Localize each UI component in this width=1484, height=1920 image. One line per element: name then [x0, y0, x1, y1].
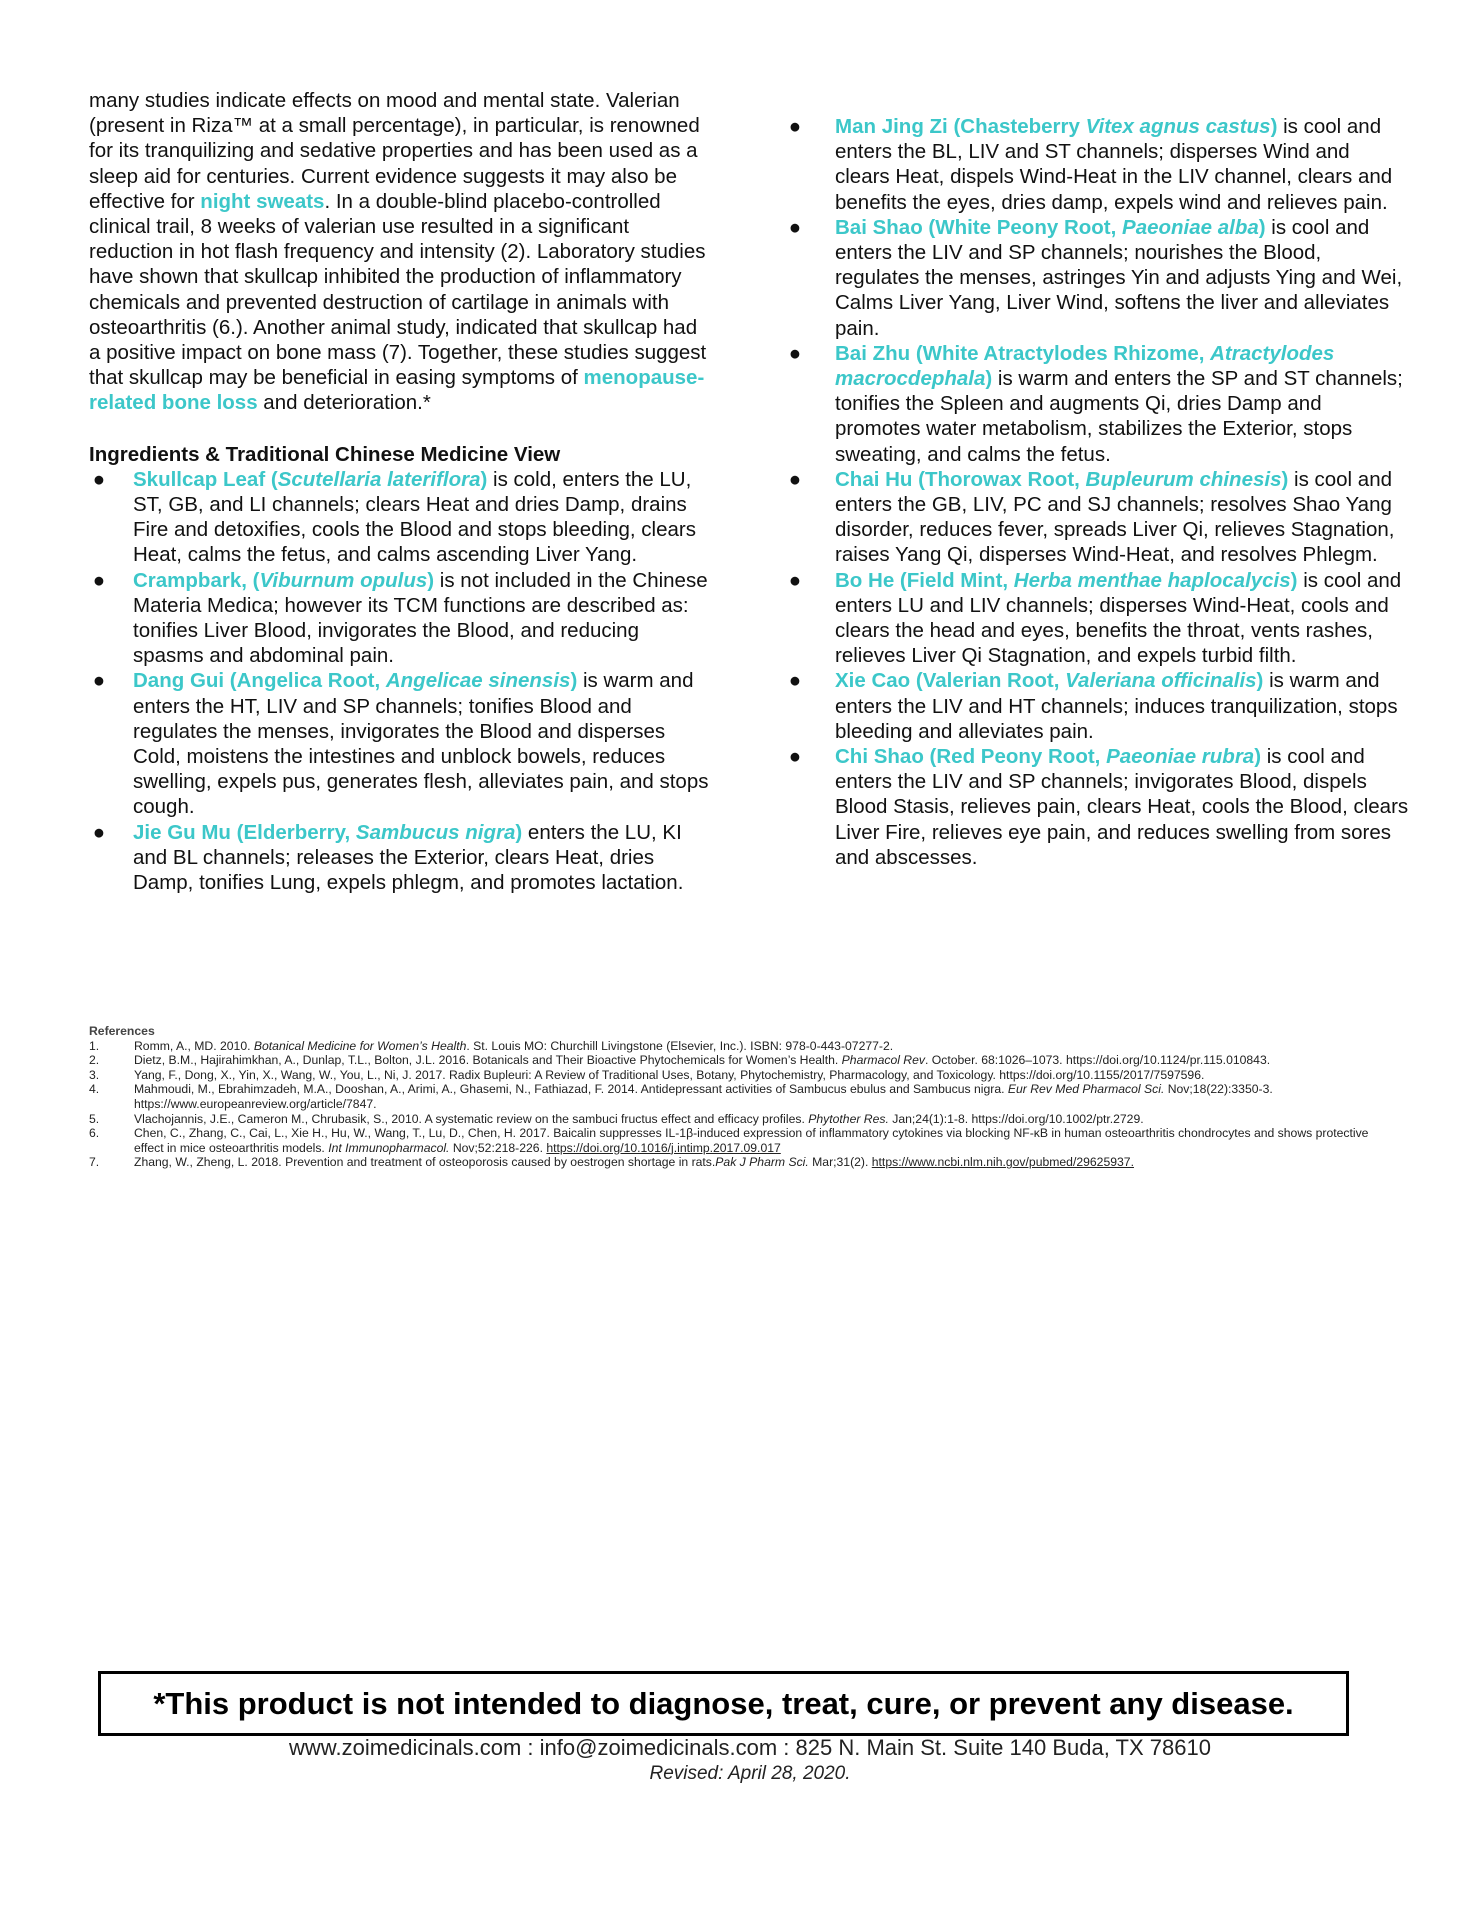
footer-contact: www.zoimedicinals.com : info@zoimedicinals.com : 825 N. Main St. Suite 140 Buda, TX 78610 [289, 1735, 1211, 1760]
ingredient-description: is cool and enters the LIV and SP channels; invigorates Blood, dispels Blood Stasis, relieves pain, clears Heat, cools the Blood, clears Liver Fire, relieves eye pain, and reduces swelling from sores and abscesses. [835, 745, 1409, 869]
reference-item: 4. Mahmoudi, M., Ebrahimzadeh, M.A., Dooshan, A., Arimi, A., Ghasemi, N., Fathiazad, F. 2014. Antidepressant activities of Sambucus ebulus and Sambucus nigra. Eur Rev Med Pharmacol Sci. Nov;18(22):3350-3. https://www.europeanreview.org/article/7847. [89, 1082, 1273, 1111]
left-column [89, 88, 709, 895]
bullet-icon: ● [788, 215, 802, 239]
bullet-icon: ● [92, 467, 106, 491]
reference-item: 5. Vlachojannis, J.E., Cameron M., Chrubasik, S., 2010. A systematic review on the sambuci fructus effect and efficacy profiles. Phytother Res. Jan;24(1):1-8. https://doi.org/10.1002/ptr.2729. [89, 1111, 1144, 1126]
ingredient-name[interactable]: Xie Cao (Valerian Root, Valeriana officinalis) [835, 669, 1264, 693]
bullet-icon: ● [92, 820, 106, 844]
reference-item: 7. Zhang, W., Zheng, L. 2018. Prevention and treatment of osteoporosis caused by oestrogen shortage in rats.Pak J Pharm Sci. Mar;31(2). https://www.ncbi.nlm.nih.gov/pubmed/29625937. [89, 1155, 1134, 1170]
reference-number: 1. [89, 1038, 100, 1053]
bullet-icon: ● [92, 568, 106, 592]
right-column [785, 114, 1410, 870]
ingredient-description: is cold, enters the LU, ST, GB, and LI channels; clears Heat and dries Damp, drains Fire and detoxifies, cools the Blood and stops bleeding, clears Heat, calms the fetus, and calms ascending Liver Yang. [133, 467, 696, 567]
ingredient-name[interactable]: Jie Gu Mu (Elderberry, Sambucus nigra) [133, 820, 523, 844]
latin-name: Bupleurum chinesis [1085, 467, 1282, 491]
journal-name: Eur Rev Med Pharmacol Sci. [1007, 1082, 1165, 1097]
section-heading: Ingredients & Traditional Chinese Medicine View [89, 442, 561, 466]
ingredient-description: is warm and enters the SP and ST channels; tonifies the Spleen and augments Qi, dries Damp and promotes water metabolism, stabilizes the Exterior, stops sweating, and calms the fetus. [835, 367, 1403, 466]
bullet-icon: ● [788, 568, 802, 592]
ingredient-item [89, 820, 709, 896]
bullet-icon: ● [92, 669, 106, 693]
ingredient-item [89, 467, 709, 568]
bullet-icon: ● [788, 341, 802, 365]
ingredient-name[interactable]: Bai Zhu (White Atractylodes Rhizome, Atractylodes macrocdephala) [835, 341, 1335, 391]
ingredient-description: is cool and enters the BL, LIV and ST channels; disperses Wind and clears Heat, dispels Wind-Heat in the LIV channel, clears and benefits the eyes, dries damp, expels wind and relieves pain. [835, 115, 1393, 214]
ingredient-name[interactable]: Chi Shao (Red Peony Root, Paeoniae rubra) [835, 745, 1262, 769]
ingredient-name[interactable]: Bo He (Field Mint, Herba menthae haplocalycis) [835, 568, 1298, 592]
ingredient-item [785, 467, 1410, 568]
disclaimer-box [98, 1671, 1349, 1736]
references-list [89, 1039, 1399, 1170]
ingredient-name[interactable]: Skullcap Leaf (Scutellaria lateriflora) [133, 467, 488, 491]
bullet-icon: ● [788, 745, 802, 769]
ingredient-name[interactable]: Man Jing Zi (Chasteberry Vitex agnus castus) [835, 115, 1278, 138]
latin-name: Paeoniae rubra [1106, 745, 1255, 769]
bullet-icon: ● [788, 467, 802, 491]
reference-item: 2. Dietz, B.M., Hajirahimkhan, A., Dunlap, T.L., Bolton, J.L. 2016. Botanicals and Their Bioactive Phytochemicals for Women’s Health. Pharmacol Rev. October. 68:1026–1073. https://doi.org/10.1124/pr.115.010843. [89, 1053, 1271, 1068]
ingredient-name[interactable]: Chai Hu (Thorowax Root, Bupleurum chinesis) [835, 467, 1289, 491]
bone-loss-link[interactable]: menopause-related bone loss [89, 366, 705, 415]
latin-name: Atractylodes macrocdephala [835, 341, 1335, 391]
latin-name: Herba menthae haplocalycis [1013, 568, 1291, 592]
reference-number: 3. [89, 1067, 100, 1082]
reference-number: 4. [89, 1082, 100, 1097]
ingredient-name[interactable]: Crampbark, (Viburnum opulus) [133, 568, 435, 592]
reference-number: 2. [89, 1053, 100, 1068]
left-ingredient-list [89, 467, 709, 895]
reference-number: 6. [89, 1126, 100, 1141]
ingredient-description: is warm and enters the HT, LIV and SP channels; tonifies Blood and regulates the menses, invigorates the Blood and disperses Cold, moistens the intestines and unblock bowels, reduces swelling, expels pus, generates flesh, alleviates pain, and stops cough. [133, 669, 709, 819]
latin-name: Sambucus nigra [355, 820, 516, 844]
latin-name: Scutellaria lateriflora [277, 467, 481, 491]
latin-name: Paeoniae alba [1122, 215, 1259, 239]
latin-name: Viburnum opulus [259, 568, 428, 592]
reference-link[interactable]: https://doi.org/10.1016/j.intimp.2017.09.017 [546, 1140, 781, 1155]
ingredient-item [785, 568, 1410, 669]
latin-name: Valeriana officinalis [1065, 669, 1257, 693]
ingredient-description: is cool and enters the LIV and SP channels; nourishes the Blood, regulates the menses, astringes Yin and adjusts Ying and Wei, Calms Liver Yang, Liver Wind, softens the liver and alleviates pain. [835, 215, 1403, 340]
right-ingredient-list [785, 114, 1410, 870]
reference-number: 7. [89, 1155, 100, 1170]
ingredient-item [785, 341, 1410, 467]
latin-name: Angelicae sinensis [385, 669, 571, 693]
disclaimer-text: *This product is not intended to diagnose, treat, cure, or prevent any disease. [153, 1685, 1294, 1721]
night-sweats-link[interactable]: night sweats [200, 189, 325, 213]
ingredient-item [785, 215, 1410, 341]
ingredient-description: is cool and enters the GB, LIV, PC and SJ channels; resolves Shao Yang disorder, reduces fever, spreads Liver Qi, relieves Stagnation, raises Yang Qi, disperses Wind-Heat, and resolves Phlegm. [835, 467, 1395, 567]
journal-name: Pharmacol Rev [841, 1053, 925, 1068]
revised-date: Revised: April 28, 2020. [649, 1763, 851, 1784]
ingredient-description: enters the LU, KI and BL channels; releases the Exterior, clears Heat, dries Damp, tonifies Lung, expels phlegm, and promotes lactation. [133, 820, 684, 895]
ingredient-item [785, 114, 1410, 215]
journal-name: Int Immunopharmacol. [328, 1140, 450, 1155]
latin-name: Vitex agnus castus [1085, 115, 1271, 138]
ingredient-description: is warm and enters the LIV and HT channels; induces tranquilization, stops bleeding and alleviates pain. [835, 669, 1398, 743]
references-title: References [89, 1024, 155, 1038]
reference-number: 5. [89, 1111, 100, 1126]
ingredient-item [785, 668, 1410, 744]
reference-item: 3. Yang, F., Dong, X., Yin, X., Wang, W., You, L., Ni, J. 2017. Radix Bupleuri: A Review of Traditional Uses, Botany, Phytochemistry, Pharmacology, and Toxicology. https://doi.org/10.1155/2017/7597596. [89, 1067, 1205, 1082]
reference-item: 6. Chen, C., Zhang, C., Cai, L., Xie H., Hu, W., Wang, T., Lu, D., Chen, H. 2017. Baicalin suppresses IL-1β-induced expression of inflammatory cytokines via blocking NF-κB in human osteoarthritis chondrocytes and shows protective effect in mice osteoarthritis models. Int Immunopharmacol. Nov;52:218-226. https://doi.org/10.1016/j.intimp.2017.09.017 [89, 1126, 1369, 1155]
journal-name: Botanical Medicine for Women’s Health [253, 1038, 467, 1053]
references-section [89, 1024, 1399, 1170]
reference-item: 1. Romm, A., MD. 2010. Botanical Medicine for Women’s Health. St. Louis MO: Churchill Livingstone (Elsevier, Inc.). ISBN: 978-0-443-07277-2. [89, 1038, 894, 1053]
ingredient-description: is cool and enters LU and LIV channels; disperses Wind-Heat, cools and clears the head and eyes, benefits the throat, vents rashes, relieves Liver Qi Stagnation, and expels turbid filth. [835, 568, 1402, 668]
ingredient-name[interactable]: Dang Gui (Angelica Root, Angelicae sinensis) [133, 669, 578, 693]
intro-paragraph: many studies indicate effects on mood and mental state. Valerian (present in Riza™ at a small percentage), in particular, is renowned for its tranquilizing and sedative properties and has been used as a sleep aid for centuries. Current evidence suggests it may also be effective for night sweats. In a double-blind placebo-controlled clinical trail, 8 weeks of valerian use resulted in a significant reduction in hot flash frequency and intensity (2). Laboratory studies have shown that skullcap inhibited the production of inflammatory chemicals and prevented destruction of cartilage in animals with osteoarthritis (6.). Another animal study, indicated that skullcap had a positive impact on bone mass (7). Together, these studies suggest that skullcap may be beneficial in easing symptoms of menopause-related bone loss and deterioration.* [89, 89, 707, 415]
journal-name: Phytother Res. [808, 1111, 889, 1126]
ingredient-item [785, 744, 1410, 870]
journal-name: Pak J Pharm Sci. [715, 1155, 809, 1170]
bullet-icon: ● [788, 669, 802, 693]
bullet-icon: ● [788, 115, 802, 138]
ingredient-description: is not included in the Chinese Materia Medica; however its TCM functions are described as: tonifies Liver Blood, invigorates the Blood, and reducing spasms and abdominal pain. [133, 568, 708, 668]
ingredient-item [89, 668, 709, 819]
ingredient-item [89, 568, 709, 669]
ingredient-name[interactable]: Bai Shao (White Peony Root, Paeoniae alba) [835, 215, 1266, 239]
reference-link[interactable]: https://www.ncbi.nlm.nih.gov/pubmed/29625937. [871, 1155, 1134, 1170]
